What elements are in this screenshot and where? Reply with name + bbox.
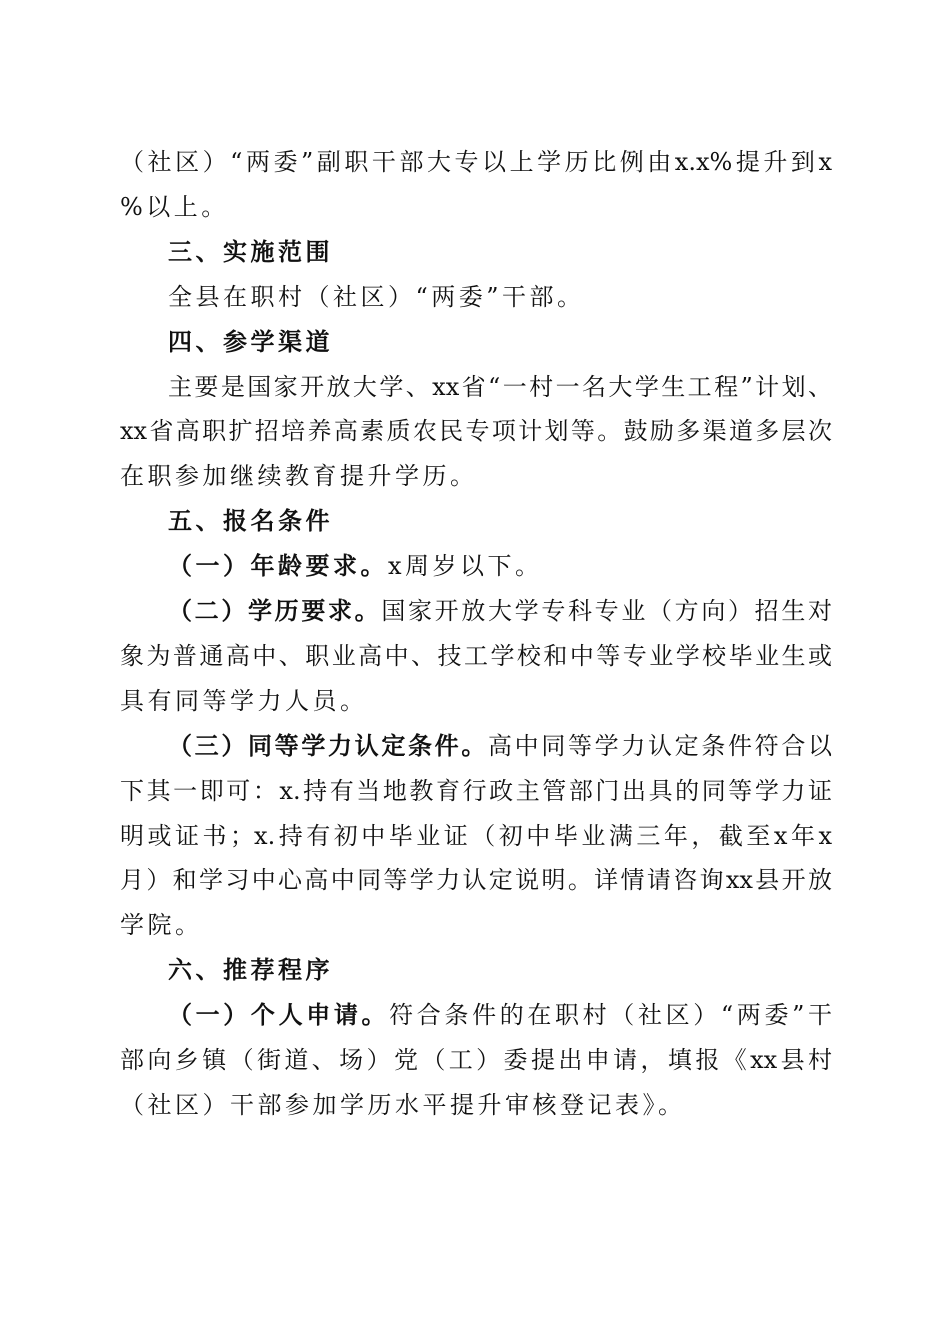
subsection-equivalence — [168, 730, 832, 762]
subsection-application — [168, 999, 832, 1031]
paragraph-line: 在职参加继续教育提升学历。 — [120, 462, 478, 490]
subsection-text: 国家开放大学专科专业（方向）招生对 — [381, 597, 833, 625]
subsection-education — [168, 595, 832, 627]
paragraph-line: 具有同等学力人员。 — [120, 687, 368, 715]
subsection-label: （一）年龄要求。 — [168, 552, 388, 580]
paragraph-line: （社区）“两委”副职干部大专以上学历比例由x.x%提升到x — [120, 148, 832, 176]
paragraph-line: （社区）干部参加学历水平提升审核登记表》。 — [120, 1091, 686, 1119]
subsection-label: （一）个人申请。 — [168, 1001, 390, 1029]
subsection-text: 符合条件的在职村（社区）“两委”干 — [389, 1001, 832, 1029]
subsection-label: （二）学历要求。 — [168, 597, 382, 625]
paragraph-line: xx省高职扩招培养高素质农民专项计划等。鼓励多渠道多层次 — [120, 417, 832, 445]
section-heading-5: 五、报名条件 — [168, 507, 333, 535]
paragraph-line: 象为普通高中、职业高中、技工学校和中等专业学校毕业生或 — [120, 642, 832, 670]
paragraph-line: 主要是国家开放大学、xx省“一村一名大学生工程”计划、 — [168, 373, 832, 401]
subsection-label: （三）同等学力认定条件。 — [168, 732, 488, 760]
section-heading-3: 三、实施范围 — [168, 238, 333, 266]
paragraph-line: 月）和学习中心高中同等学力认定说明。详情请咨询xx县开放 — [120, 866, 832, 894]
paragraph-line: 学院。 — [120, 911, 203, 939]
section-heading-6: 六、推荐程序 — [168, 956, 333, 984]
paragraph-line: %以上。 — [120, 193, 229, 221]
subsection-text: 高中同等学力认定条件符合以 — [488, 732, 832, 760]
paragraph-line: 明或证书；x.持有初中毕业证（初中毕业满三年，截至x年x — [120, 822, 832, 850]
paragraph-line: 全县在职村（社区）“两委”干部。 — [168, 283, 585, 311]
subsection-text: x周岁以下。 — [388, 552, 543, 580]
section-heading-4: 四、参学渠道 — [168, 328, 333, 356]
paragraph-line: 部向乡镇（街道、场）党（工）委提出申请，填报《xx县村 — [120, 1046, 832, 1074]
paragraph-line: 下其一即可：x.持有当地教育行政主管部门出具的同等学力证 — [120, 777, 832, 805]
subsection-age — [168, 550, 832, 582]
